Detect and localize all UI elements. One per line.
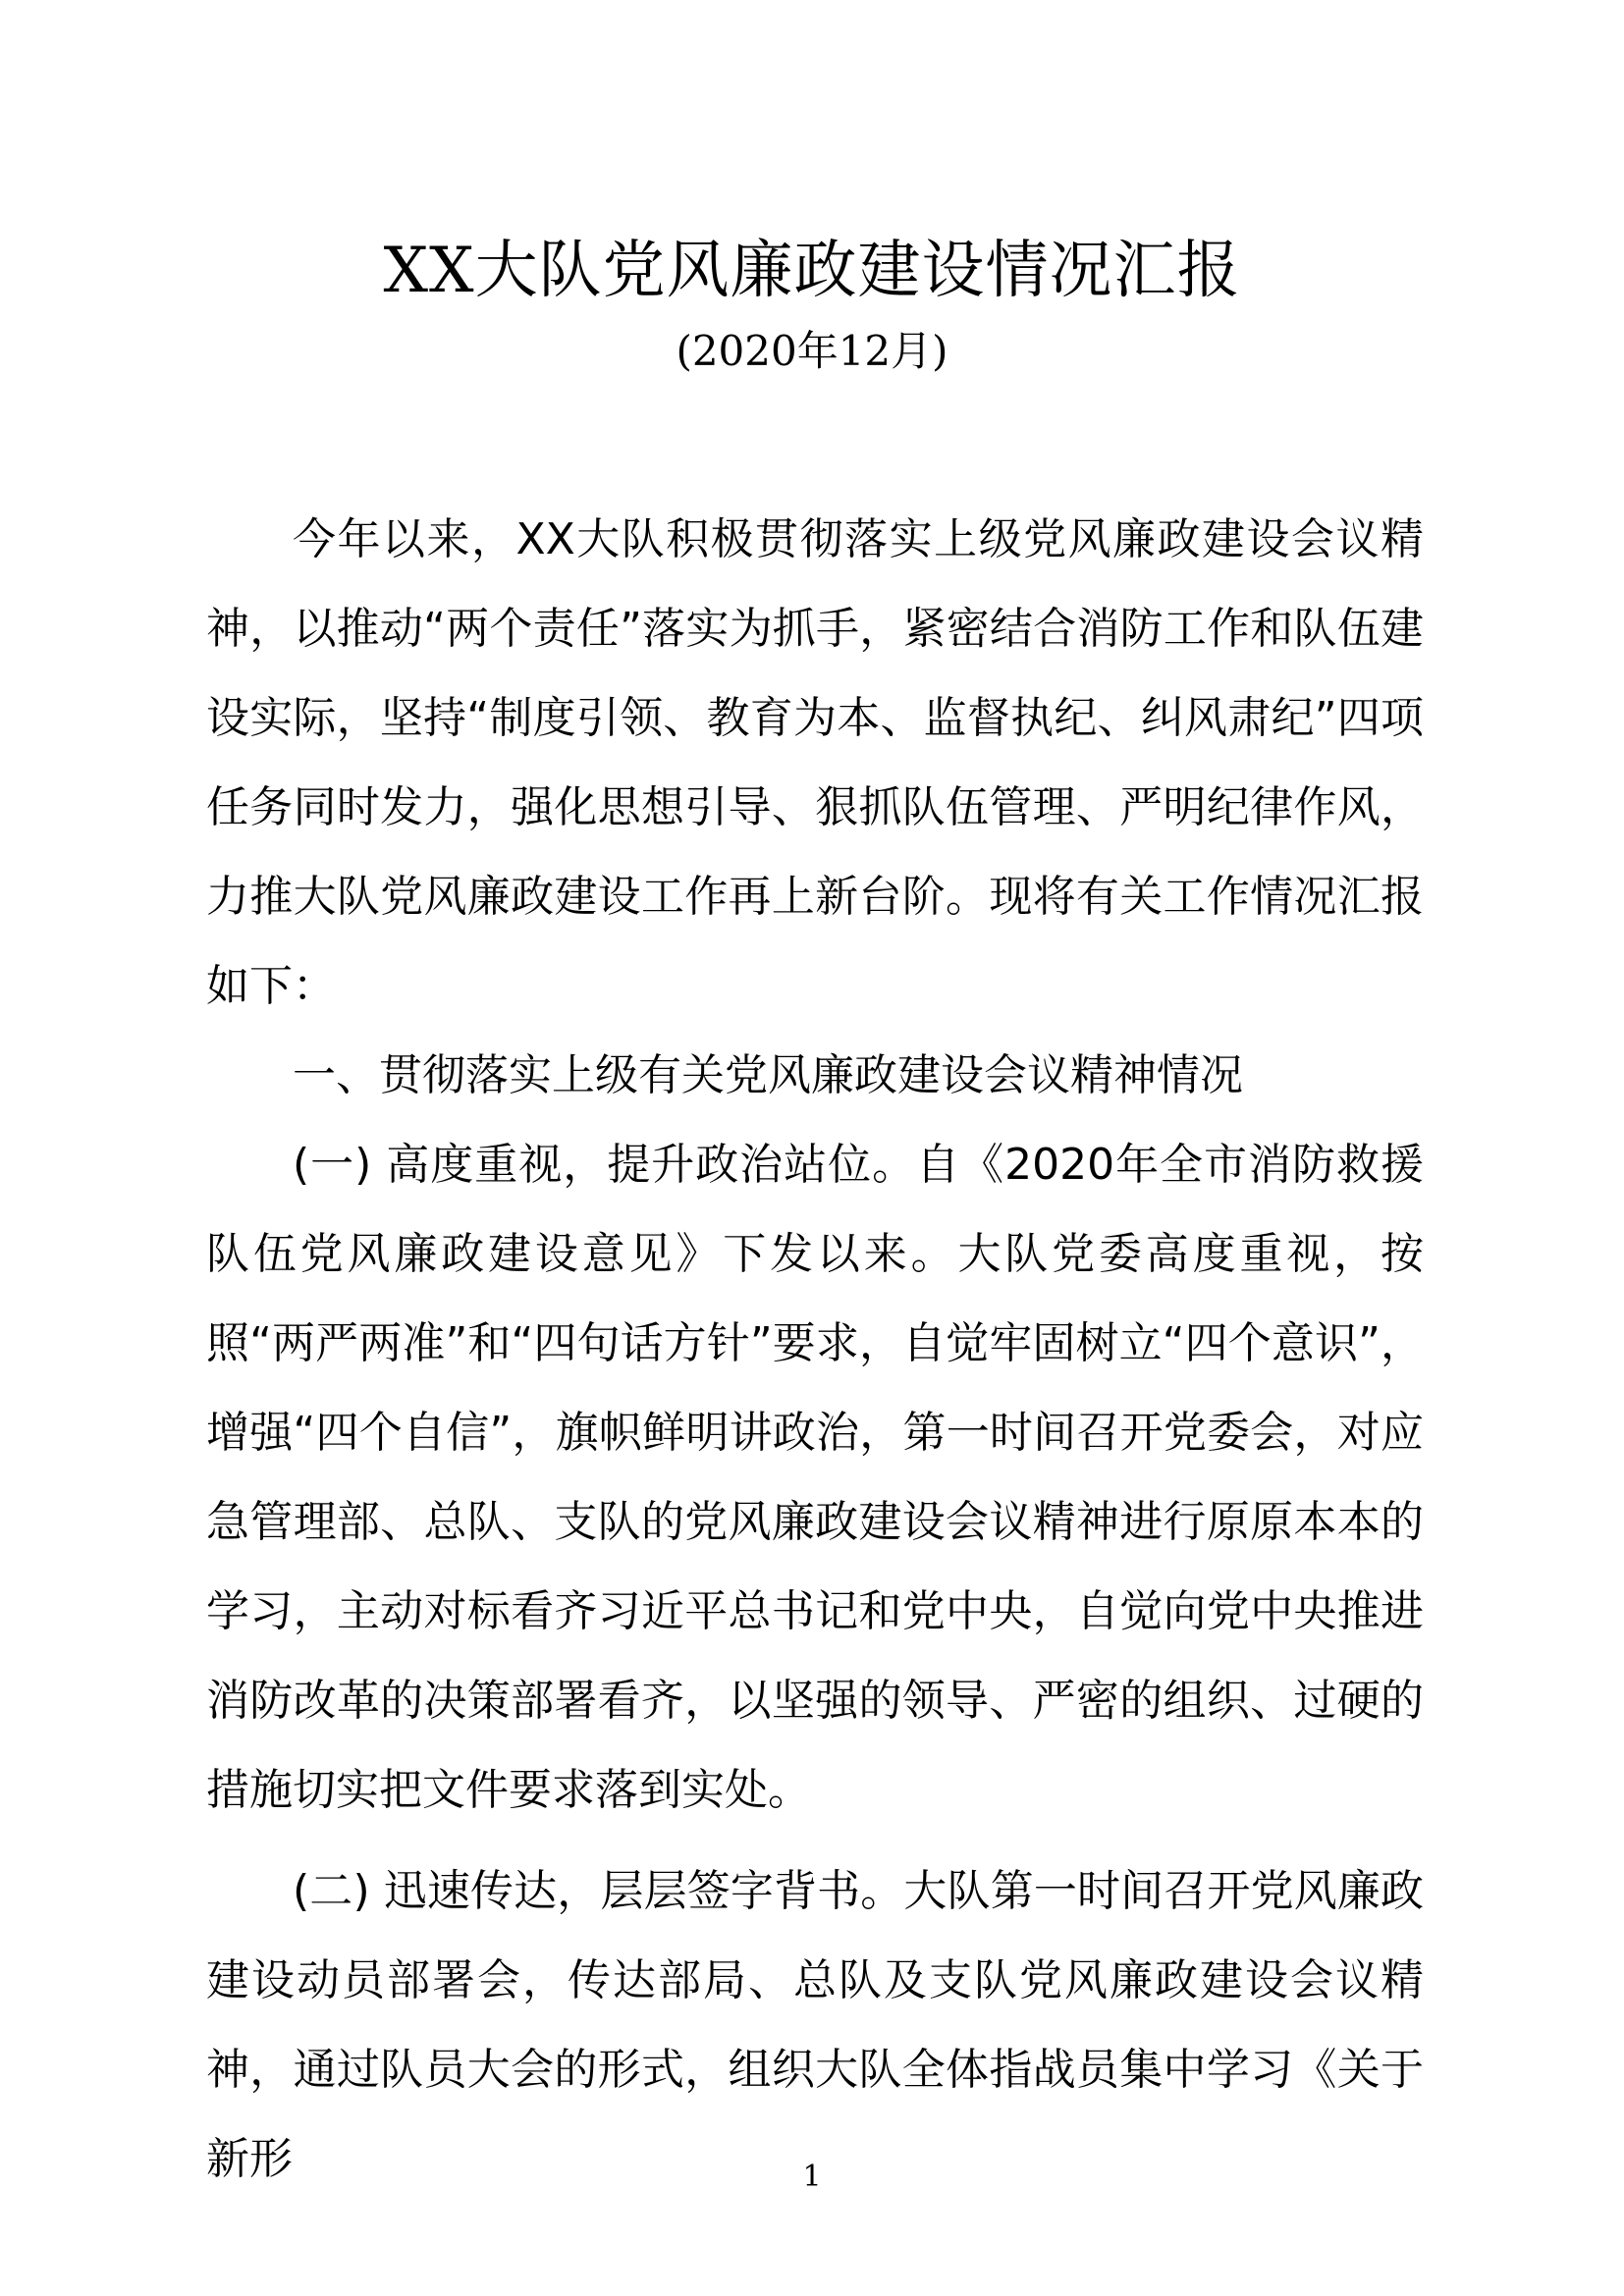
document-body: [206, 495, 1424, 2204]
intro-paragraph: 今年以来，XX大队积极贯彻落实上级党风廉政建设会议精神，以推动“两个责任”落实为抓手，紧密结合消防工作和队伍建设实际，坚持“制度引领、教育为本、监督执纪、纠风肃纪”四项任务同时发力，强化思想引导、狠抓队伍管理、严明纪律作风，力推大队党风廉政建设工作再上新台阶。现将有关工作情况汇报如下：: [206, 514, 1424, 1011]
section-heading-1: 一、贯彻落实上级有关党风廉政建设会议精神情况: [293, 1050, 1243, 1100]
document-date: (2020年12月): [676, 327, 948, 375]
document-title: XX大队党风廉政建设情况汇报: [383, 235, 1241, 307]
page-number: 1: [802, 2160, 822, 2194]
subsection-paragraph-1: (一) 高度重视，提升政治站位。自《2020年全市消防救援队伍党风廉政建设意见》下发以来。大队党委高度重视，按照“两严两准”和“四句话方针”要求，自觉牢固树立“四个意识”，增强“四个自信”，旗帜鲜明讲政治，第一时间召开党委会，对应急管理部、总队、支队的党风廉政建设会议精神进行原原本本的学习，主动对标看齐习近平总书记和党中央，自觉向党中央推进消防改革的决策部署看齐，以坚强的领导、严密的组织、过硬的措施切实把文件要求落到实处。: [206, 1140, 1424, 1815]
subsection-paragraph-2: (二) 迅速传达，层层签字背书。大队第一时间召开党风廉政建设动员部署会，传达部局、总队及支队党风廉政建设会议精神，通过队员大会的形式，组织大队全体指战员集中学习《关于新形: [206, 1866, 1424, 2184]
